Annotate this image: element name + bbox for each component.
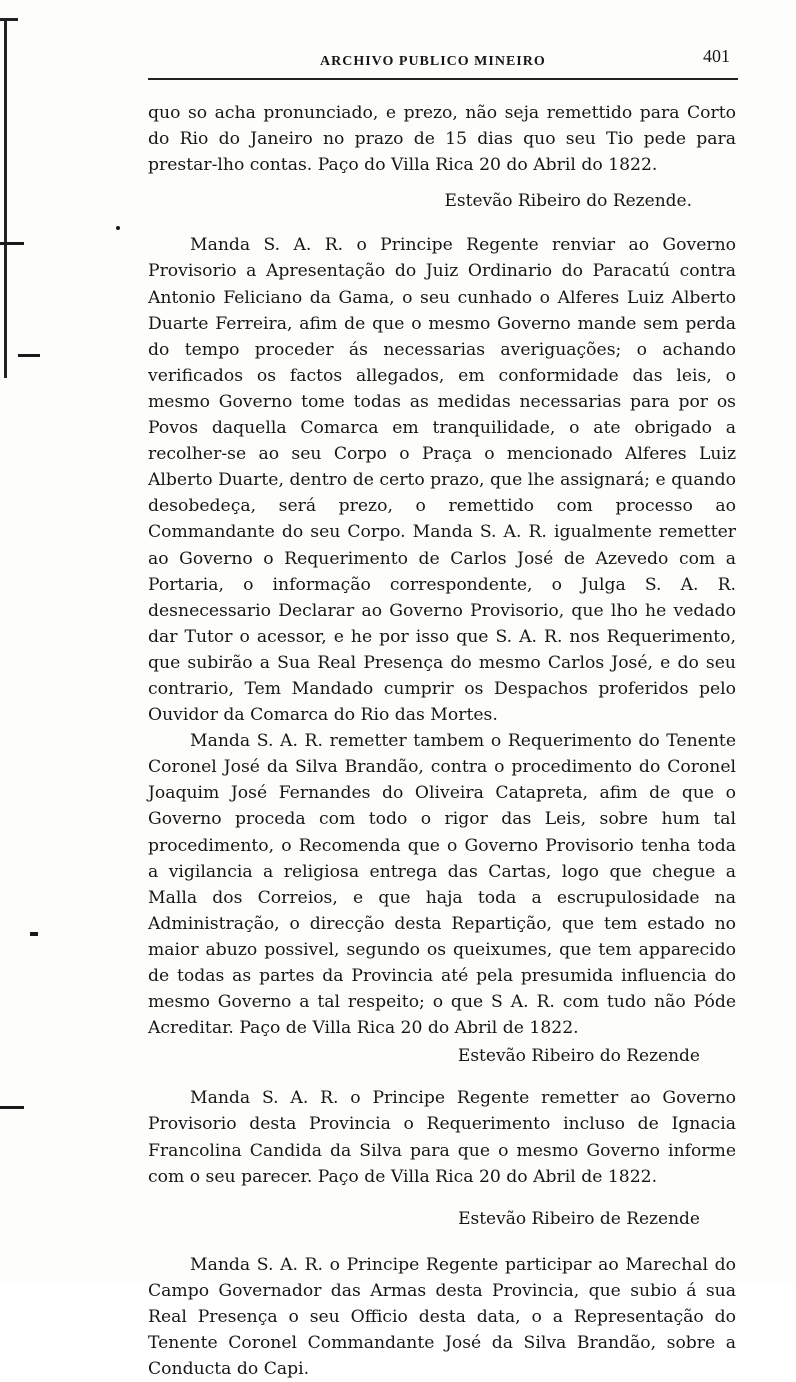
margin-mark [18,354,40,357]
signature: Estevão Ribeiro de Rezende [458,1208,700,1229]
signature: Estevão Ribeiro do Rezende. [444,191,692,212]
running-head: ARCHIVO PUBLICO MINEIRO [320,54,546,69]
margin-mark [0,1106,24,1109]
paragraph: Manda S. A. R. remetter tambem o Requerimento do Tenente Coronel José da Silva Brandão, contra o procedimento do Coronel Joaquim José Fernandes do Oliveira Catapreta, afim de que o Governo proceda com todo o rigor das Leis, sobre hum tal procedimento, o Recomenda que o Governo Provisorio tenha toda a vigilancia a religiosa entrega das Cartas, logo que chegue a Malla dos Correios, e que haja toda a escrupulosidade na Administração, o direcção desta Repartição, que tem estado no maior abuzo possivel, segundo os queixumes, que tem apparecido de todas as partes da Provincia até pela presumida influencia do mesmo Governo a tal respeito; o que S A. R. com tudo não Póde Acreditar. Paço de Villa Rica 20 do Abril de 1822. [148,731,736,1039]
document-body [148,100,736,1382]
binding-edge [0,0,10,1284]
signature: Estevão Ribeiro do Rezende [457,1046,700,1067]
margin-mark [116,226,120,230]
paragraph: Manda S. A. R. o Principe Regente remetter ao Governo Provisorio desta Provincia o Requerimento incluso de Ignacia Francolina Candida da Silva para que o mesmo Governo informe com o seu parecer. Paço de Villa Rica 20 do Abril de 1822. [148,1088,736,1187]
margin-mark [30,932,38,936]
paragraph: Manda S. A. R. o Principe Regente participar ao Marechal do Campo Governador das Armas desta Provincia, que subio á sua Real Presença o seu Officio desta data, o a Representação do Tenente Coronel Commandante José da Silva Brandão, sobre a Conducta do Capi. [148,1254,736,1380]
paragraph: Manda S. A. R. o Principe Regente renviar ao Governo Provisorio a Apresentação do Juiz Ordinario do Paracatú contra Antonio Feliciano da Gama, o seu cunhado o Alferes Luiz Alberto Duarte Ferreira, afim de que o mesmo Governo mande sem perda do tempo proceder ás necessarias averiguações; o achando verificados os factos allegados, em conformidade das leis, o mesmo Governo tome todas as medidas necessarias para por os Povos daquella Comarca em tranquilidade, o ate obrigado a recolher-se ao seu Corpo o Praça o mencionado Alferes Luiz Alberto Duarte, dentro de certo prazo, que lhe assignará; e quando desobedeça, será prezo, o remettido com processo ao Commandante do seu Corpo. Manda S. A. R. igualmente remetter ao Governo o Requerimento de Carlos José de Azevedo com a Portaria, o informação correspondente, o Julga S. A. R. desnecessario Declarar ao Governo Provisorio, que lho he vedado dar Tutor o acessor, e he por isso que S. A. R. nos Requerimento, que subirão a Sua Real Presença do mesmo Carlos José, e do seu contrario, Tem Mandado cumprir os Despachos proferidos pelo Ouvidor da Comarca do Rio das Mortes. [148,235,736,726]
margin-mark [0,242,24,245]
header-rule [148,78,738,80]
page-number: 401 [703,46,730,66]
page-header [148,46,738,80]
paragraph: quo so acha pronunciado, e prezo, não seja remettido para Corto do Rio do Janeiro no prazo de 15 dias quo seu Tio pede para prestar-lho contas. Paço do Villa Rica 20 do Abril do 1822. [148,103,736,176]
